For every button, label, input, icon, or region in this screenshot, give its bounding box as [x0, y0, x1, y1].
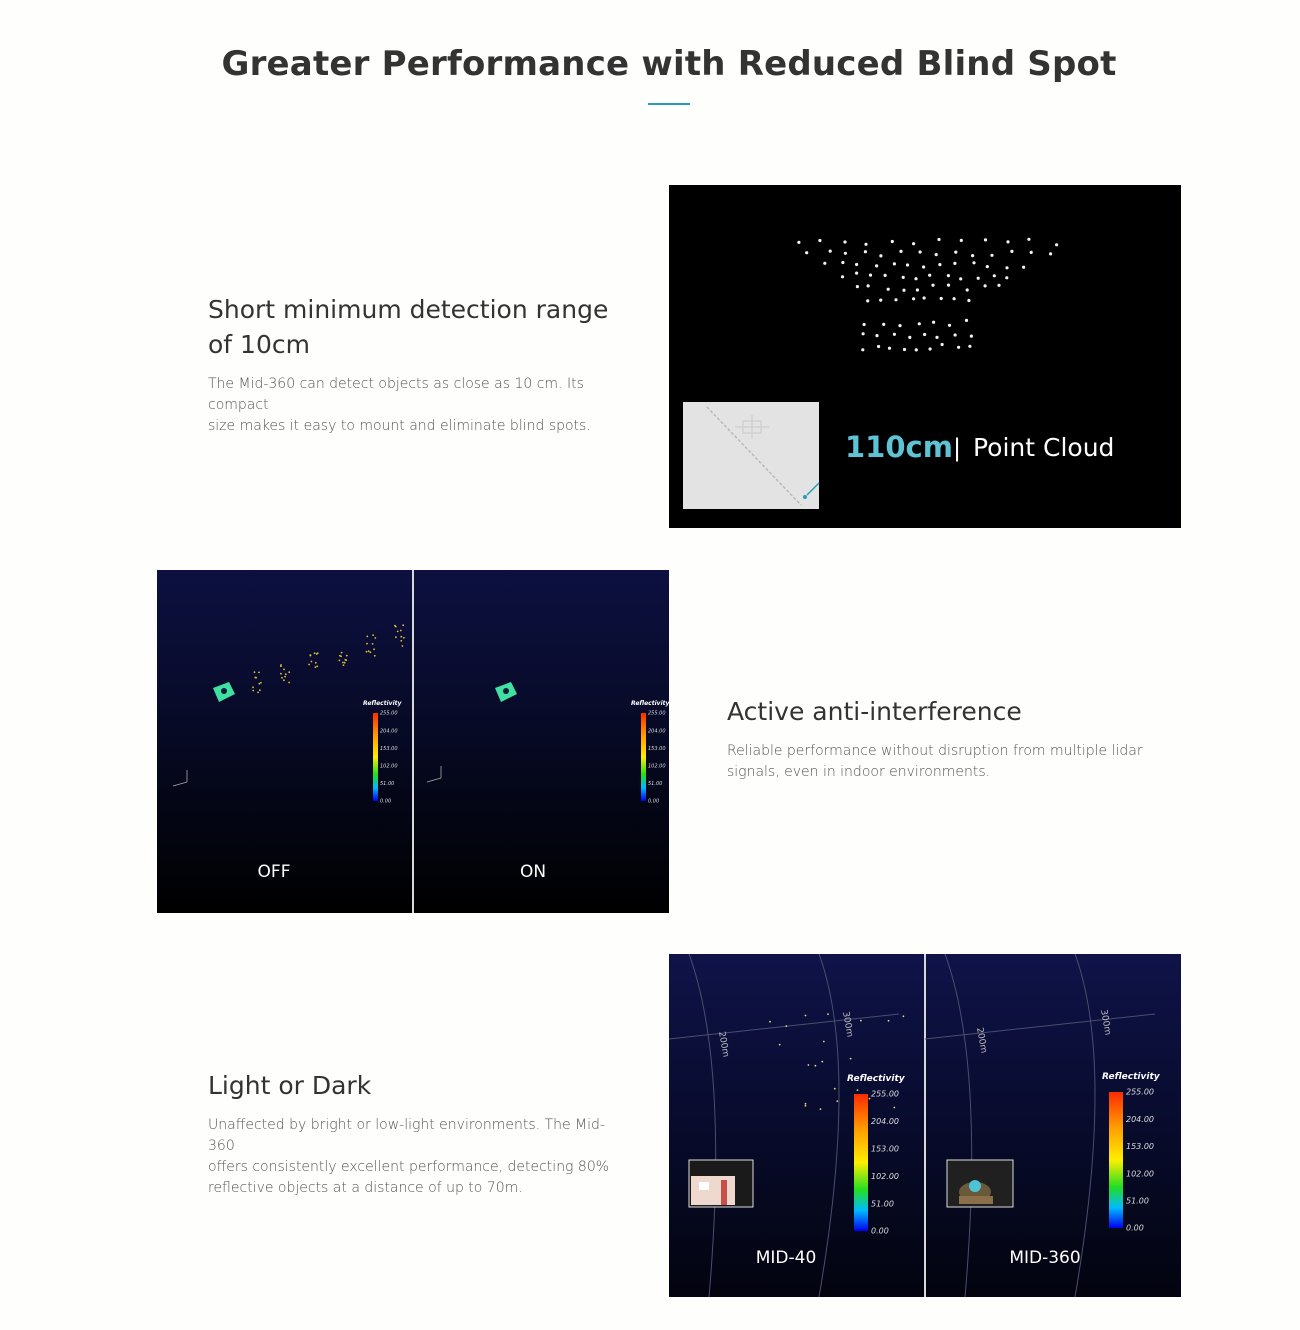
legend-title-mid40: Reflectivity — [847, 1074, 905, 1084]
interference-point — [283, 669, 285, 671]
point-cloud-dot — [947, 274, 950, 277]
mid40-thumbnail — [689, 1160, 753, 1207]
sparse-point — [808, 1064, 810, 1066]
point-cloud-dot — [1055, 243, 1058, 246]
interference-point — [316, 653, 318, 655]
point-cloud-dot — [931, 284, 934, 287]
point-cloud-dot — [965, 319, 968, 322]
point-cloud-dot — [882, 323, 885, 326]
point-cloud-dot — [928, 274, 931, 277]
point-cloud-dot — [966, 288, 969, 291]
point-cloud-dot — [972, 261, 975, 264]
interference-point — [288, 682, 290, 684]
point-cloud-dot — [935, 336, 938, 339]
sparse-point — [827, 1013, 829, 1015]
sparse-point — [836, 1100, 838, 1102]
interference-point — [339, 655, 341, 657]
legend-tick-label: 0.00 — [871, 1226, 889, 1236]
legend-tick-label: 102.00 — [871, 1171, 899, 1181]
page-title: Greater Performance with Reduced Blind Spot — [221, 44, 1117, 84]
interference-point — [402, 645, 404, 647]
point-cloud-dot — [1030, 251, 1033, 254]
legend-tick-label: 51.00 — [380, 781, 395, 788]
title-underline — [648, 103, 690, 105]
point-cloud-dot — [960, 239, 963, 242]
point-cloud-dot — [912, 242, 915, 245]
point-cloud-dot — [862, 332, 865, 335]
point-cloud-dot — [891, 240, 894, 243]
point-cloud-dot — [894, 298, 897, 301]
feature-1-desc-line2: size makes it easy to mount and eliminate blind spots. — [208, 418, 591, 434]
interference-point — [400, 630, 402, 632]
point-cloud-dot — [797, 241, 800, 244]
interference-point — [343, 664, 345, 666]
interference-point — [370, 651, 372, 653]
interference-point — [366, 636, 368, 638]
sparse-point — [821, 1061, 823, 1063]
point-cloud-dot — [888, 347, 891, 350]
point-cloud-graphic — [669, 185, 1181, 528]
point-cloud-dot — [861, 348, 864, 351]
interference-point — [366, 651, 368, 653]
interference-point — [400, 636, 402, 638]
interference-point — [395, 626, 397, 628]
interference-point — [281, 677, 283, 679]
legend-title-right: Reflectivity — [631, 700, 669, 707]
sparse-point — [823, 1041, 825, 1043]
point-cloud-dot — [916, 288, 919, 291]
legend-tick-label: 204.00 — [380, 728, 398, 735]
sparse-point — [805, 1015, 807, 1017]
point-cloud-dot — [912, 297, 915, 300]
interference-point — [288, 671, 290, 673]
interference-point — [311, 661, 313, 663]
interference-point — [285, 673, 287, 675]
point-cloud-dot — [986, 265, 989, 268]
interference-point — [372, 634, 374, 636]
feature-3-title: Light or Dark — [208, 1071, 372, 1100]
legend-title-left: Reflectivity — [363, 700, 402, 707]
point-cloud-dot — [918, 322, 921, 325]
point-cloud-dot — [959, 277, 962, 280]
interference-point — [344, 662, 346, 664]
mid40-label: MID-40 — [755, 1248, 817, 1268]
feature-3-desc-line2: offers consistently excellent performance, detecting 80% — [208, 1159, 610, 1175]
feature-2-desc-line2: signals, even in indoor environments. — [727, 764, 991, 780]
sparse-point — [888, 1020, 890, 1022]
point-cloud-dot — [954, 251, 957, 254]
point-cloud-dot — [1005, 276, 1008, 279]
legend-tick-label: 51.00 — [1126, 1196, 1149, 1206]
point-cloud-dot — [1022, 266, 1025, 269]
point-cloud-dot — [823, 262, 826, 265]
point-cloud-dot — [940, 297, 943, 300]
point-cloud-dot — [867, 284, 870, 287]
interference-point — [254, 677, 256, 679]
interference-point — [316, 665, 318, 667]
feature-1-title-line2: of 10cm — [208, 330, 310, 359]
interference-point — [342, 662, 344, 664]
point-cloud-dot — [937, 238, 940, 241]
point-cloud-dot — [968, 345, 971, 348]
point-cloud-dot — [970, 335, 973, 338]
mid360-thumbnail — [947, 1160, 1013, 1207]
drone-thumbnail-icon — [683, 402, 819, 509]
point-cloud-dot — [875, 334, 878, 337]
separator-label: | — [953, 434, 962, 462]
interference-point — [374, 655, 376, 657]
legend-tick-label: 0.00 — [648, 798, 660, 805]
point-cloud-dot — [855, 272, 858, 275]
point-cloud-dot — [967, 299, 970, 302]
feature-2-desc-line1: Reliable performance without disruption from multiple lidar — [727, 743, 1143, 759]
point-cloud-dot — [844, 252, 847, 255]
point-cloud-dot — [856, 285, 859, 288]
light-dark-graphic — [669, 954, 1181, 1297]
point-cloud-dot — [984, 284, 987, 287]
sparse-point — [850, 1058, 852, 1060]
point-cloud-dot — [841, 275, 844, 278]
point-cloud-dot — [947, 284, 950, 287]
point-cloud-dot — [866, 299, 869, 302]
point-cloud-dot — [805, 251, 808, 254]
point-cloud-dot — [899, 250, 902, 253]
point-cloud-dot — [935, 253, 938, 256]
legend-tick-label: 153.00 — [648, 745, 666, 752]
interference-point — [260, 682, 262, 684]
ring-label-300-left: 300m — [840, 1010, 855, 1039]
point-cloud-dot — [971, 254, 974, 257]
feature-1-title-line1: Short minimum detection range — [208, 295, 609, 324]
interference-point — [374, 637, 376, 639]
point-cloud-dot — [941, 343, 944, 346]
sparse-point — [820, 1108, 822, 1110]
point-cloud-dot — [903, 348, 906, 351]
point-cloud-dot — [884, 274, 887, 277]
point-cloud-dot — [938, 263, 941, 266]
point-cloud-dot — [1049, 252, 1052, 255]
interference-point — [254, 671, 256, 673]
point-cloud-dot — [893, 262, 896, 265]
point-cloud-dot — [953, 297, 956, 300]
point-cloud-dot — [977, 277, 980, 280]
point-cloud-dot — [929, 347, 932, 350]
point-cloud-dot — [902, 276, 905, 279]
interference-point — [366, 643, 368, 645]
point-cloud-dot — [914, 277, 917, 280]
legend-tick-label: 51.00 — [871, 1199, 894, 1209]
point-cloud-dot — [818, 239, 821, 242]
distance-label: 110cm — [845, 430, 953, 464]
feature-3-description — [208, 1115, 628, 1199]
interference-point — [373, 648, 375, 650]
point-cloud-dot — [869, 274, 872, 277]
point-cloud-label: Point Cloud — [973, 433, 1115, 462]
off-label: OFF — [257, 862, 291, 882]
feature-1-title — [208, 292, 638, 362]
legend-tick-label: 255.00 — [1126, 1087, 1154, 1097]
point-cloud-dot — [997, 284, 1000, 287]
interference-point — [280, 664, 282, 666]
interference-point — [368, 650, 370, 652]
interference-point — [372, 643, 374, 645]
interference-point — [402, 624, 404, 626]
point-cloud-dot — [984, 238, 987, 241]
interference-point — [314, 652, 316, 654]
legend-tick-label: 102.00 — [380, 763, 398, 770]
interference-point — [258, 672, 260, 674]
legend-tick-label: 153.00 — [1126, 1142, 1154, 1152]
legend-tick-label: 204.00 — [1126, 1114, 1154, 1124]
point-cloud-dot — [908, 336, 911, 339]
legend-title-mid360: Reflectivity — [1102, 1072, 1160, 1082]
interference-point — [395, 636, 397, 638]
interference-point — [341, 652, 343, 654]
point-cloud-dot — [879, 299, 882, 302]
interference-point — [308, 664, 310, 666]
feature-2-title: Active anti-interference — [727, 697, 1022, 726]
interference-point — [283, 679, 285, 681]
interference-point — [252, 690, 254, 692]
interference-point — [315, 662, 317, 664]
point-cloud-panel — [669, 185, 1181, 528]
point-cloud-dot — [953, 262, 956, 265]
legend-tick-label: 0.00 — [1126, 1223, 1144, 1233]
point-cloud-dot — [922, 265, 925, 268]
point-cloud-dot — [855, 263, 858, 266]
mid360-label: MID-360 — [1009, 1248, 1081, 1268]
point-cloud-dot — [887, 288, 890, 291]
legend-tick-label: 204.00 — [871, 1117, 899, 1127]
point-cloud-dot — [902, 289, 905, 292]
interference-point — [257, 692, 259, 694]
interference-point — [400, 640, 402, 642]
legend-tick-label: 51.00 — [648, 781, 663, 788]
feature-1-description — [208, 374, 628, 437]
sparse-point — [893, 1107, 895, 1109]
point-cloud-dot — [898, 324, 901, 327]
interference-point — [346, 655, 348, 657]
legend-tick-label: 0.00 — [380, 798, 392, 805]
legend-tick-label: 255.00 — [871, 1089, 899, 1099]
point-cloud-dot — [1005, 266, 1008, 269]
sparse-point — [815, 1065, 817, 1067]
point-cloud-dot — [864, 250, 867, 253]
interference-point — [252, 686, 254, 688]
feature-1-desc-line1: The Mid-360 can detect objects as close as 10 cm. Its compact — [208, 376, 584, 413]
ring-label-300-right: 300m — [1098, 1008, 1113, 1037]
legend-tick-label: 153.00 — [380, 745, 398, 752]
on-label: ON — [519, 862, 547, 882]
sparse-point — [805, 1103, 807, 1105]
sparse-point — [785, 1025, 787, 1027]
sparse-point — [860, 1020, 862, 1022]
sparse-point — [903, 1015, 905, 1017]
point-cloud-dot — [923, 333, 926, 336]
light-dark-panel — [669, 954, 1181, 1297]
interference-point — [284, 676, 286, 678]
point-cloud-dot — [990, 254, 993, 257]
interference-point — [315, 666, 317, 668]
point-cloud-dot — [1010, 250, 1013, 253]
ring-label-200-right: 200m — [974, 1026, 989, 1055]
interference-point — [259, 689, 261, 691]
point-cloud-dot — [841, 261, 844, 264]
interference-point — [339, 660, 341, 662]
point-cloud-dot — [932, 321, 935, 324]
sparse-point — [857, 1089, 859, 1091]
point-cloud-dot — [915, 348, 918, 351]
point-cloud-dot — [843, 240, 846, 243]
point-cloud-dot — [879, 254, 882, 257]
point-cloud-dot — [906, 263, 909, 266]
point-cloud-dot — [919, 250, 922, 253]
sparse-point — [805, 1105, 807, 1107]
point-cloud-dot — [1006, 240, 1009, 243]
point-cloud-dot — [829, 250, 832, 253]
legend-tick-label: 102.00 — [1126, 1169, 1154, 1179]
interference-point — [397, 631, 399, 633]
point-cloud-dot — [957, 346, 960, 349]
interference-point — [403, 637, 405, 639]
point-cloud-dot — [993, 274, 996, 277]
interference-point — [258, 683, 260, 685]
anti-interference-graphic — [157, 570, 669, 913]
feature-3-desc-line1: Unaffected by bright or low-light environments. The Mid-360 — [208, 1117, 605, 1154]
legend-tick-label: 102.00 — [648, 763, 666, 770]
point-cloud-dot — [948, 324, 951, 327]
interference-point — [344, 659, 346, 661]
feature-2-description — [727, 741, 1147, 783]
point-cloud-dot — [1027, 238, 1030, 241]
legend-tick-label: 153.00 — [871, 1144, 899, 1154]
anti-interference-panel — [157, 570, 669, 913]
point-cloud-dot — [923, 296, 926, 299]
sparse-point — [834, 1088, 836, 1090]
interference-point — [310, 655, 312, 657]
point-cloud-dot — [877, 345, 880, 348]
ring-label-200-left: 200m — [716, 1030, 731, 1059]
point-cloud-dot — [875, 264, 878, 267]
point-cloud-dot — [863, 323, 866, 326]
point-cloud-dot — [864, 243, 867, 246]
sparse-point — [769, 1021, 771, 1023]
point-cloud-dot — [954, 333, 957, 336]
feature-3-desc-line3: reflective objects at a distance of up to 70m. — [208, 1180, 523, 1196]
sparse-point — [779, 1044, 781, 1046]
legend-tick-label: 255.00 — [648, 710, 666, 717]
interference-point — [280, 673, 282, 675]
legend-tick-label: 204.00 — [648, 728, 666, 735]
legend-tick-label: 255.00 — [380, 710, 398, 717]
point-cloud-dot — [893, 333, 896, 336]
